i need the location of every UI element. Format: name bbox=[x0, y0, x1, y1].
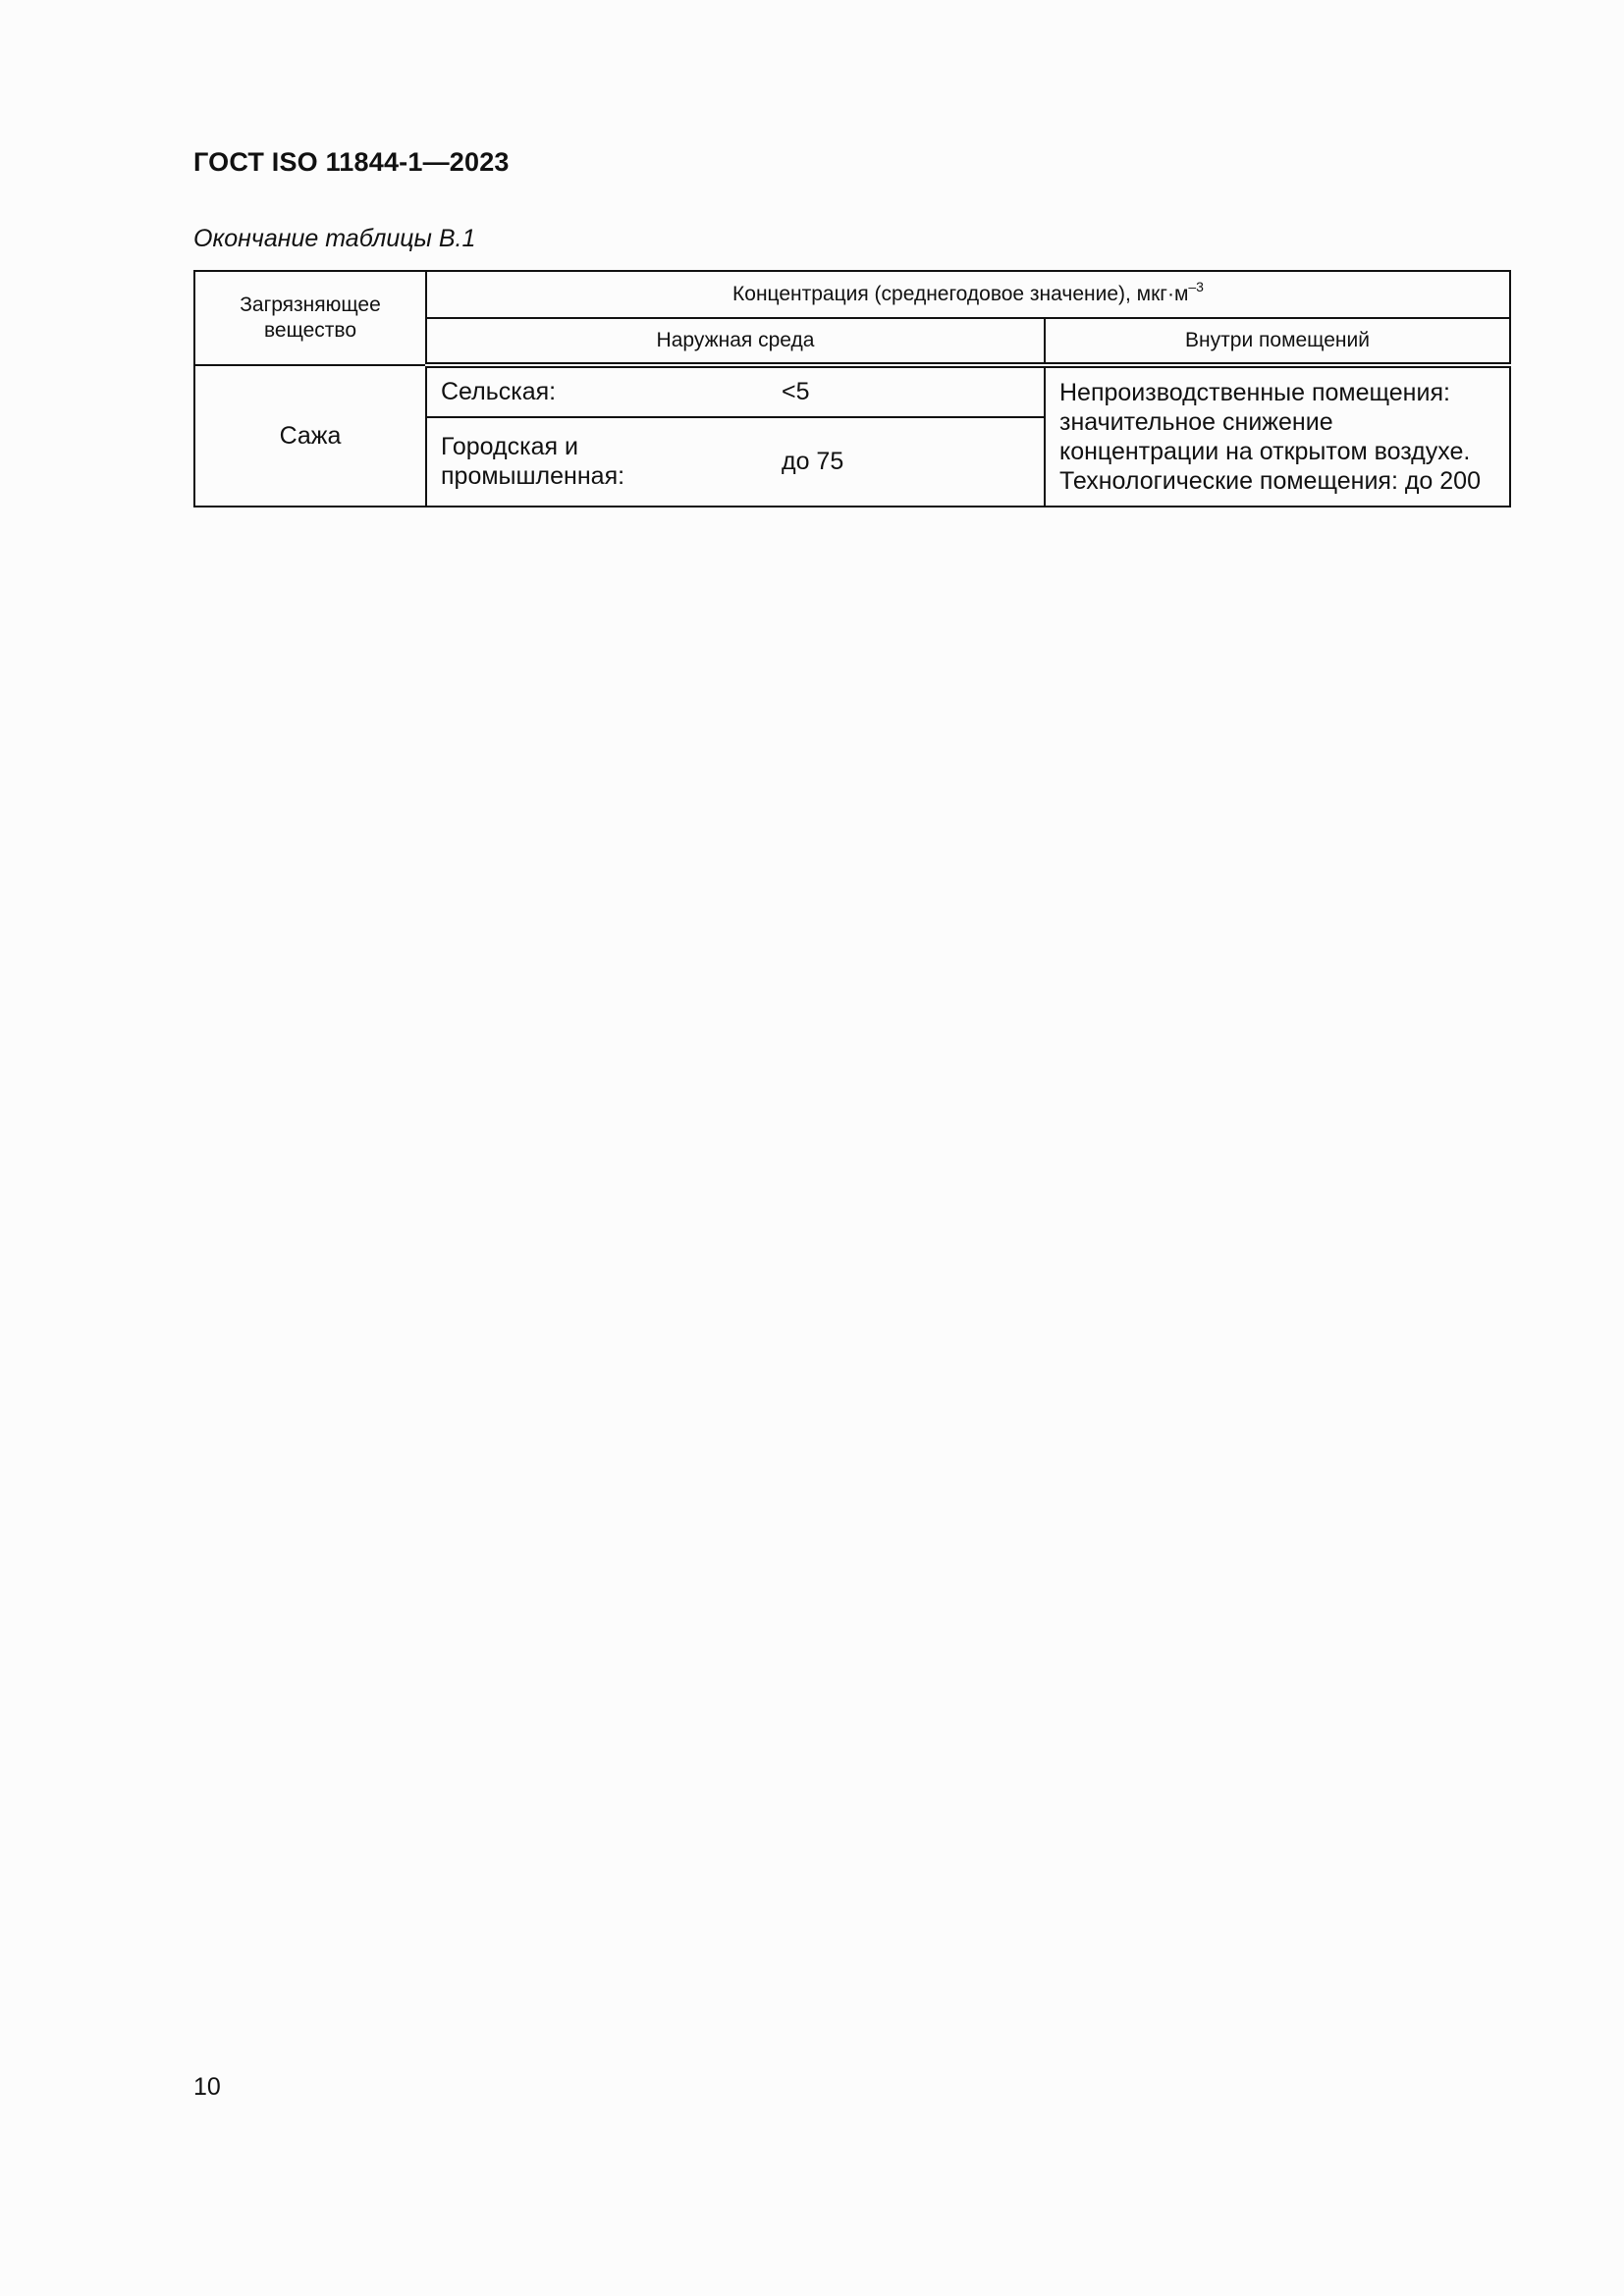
outdoor-value-rural: <5 bbox=[780, 365, 1045, 417]
indoor-line: концентрации на открытом воздухе. bbox=[1059, 438, 1471, 465]
header-outdoor: Наружная среда bbox=[426, 318, 1045, 365]
indoor-cell bbox=[1045, 365, 1510, 507]
header-concentration-exponent: –3 bbox=[1188, 279, 1204, 294]
header-indoor: Внутри помещений bbox=[1045, 318, 1510, 365]
outdoor-value-urban: до 75 bbox=[780, 417, 1045, 507]
table-container bbox=[193, 270, 1509, 507]
outdoor-label-urban-text: Городская и промышленная: bbox=[441, 433, 625, 491]
indoor-line: Технологические помещения: до 200 bbox=[1059, 467, 1481, 495]
table-row bbox=[194, 365, 1510, 417]
substance-cell: Сажа bbox=[194, 365, 426, 507]
page-number: 10 bbox=[193, 2073, 221, 2101]
header-concentration bbox=[426, 271, 1510, 318]
header-concentration-text: Концентрация (среднегодовое значение), мкг·м bbox=[732, 283, 1189, 305]
outdoor-label-urban bbox=[426, 417, 780, 507]
outdoor-label-rural: Сельская: bbox=[426, 365, 780, 417]
indoor-line: значительное снижение bbox=[1059, 408, 1333, 436]
pollutant-concentration-table bbox=[193, 270, 1511, 507]
header-substance: Загрязняющее вещество bbox=[194, 271, 426, 365]
document-header: ГОСТ ISO 11844-1—2023 bbox=[193, 147, 510, 177]
table-caption: Окончание таблицы В.1 bbox=[193, 225, 476, 252]
indoor-line: Непроизводственные помещения: bbox=[1059, 379, 1450, 406]
